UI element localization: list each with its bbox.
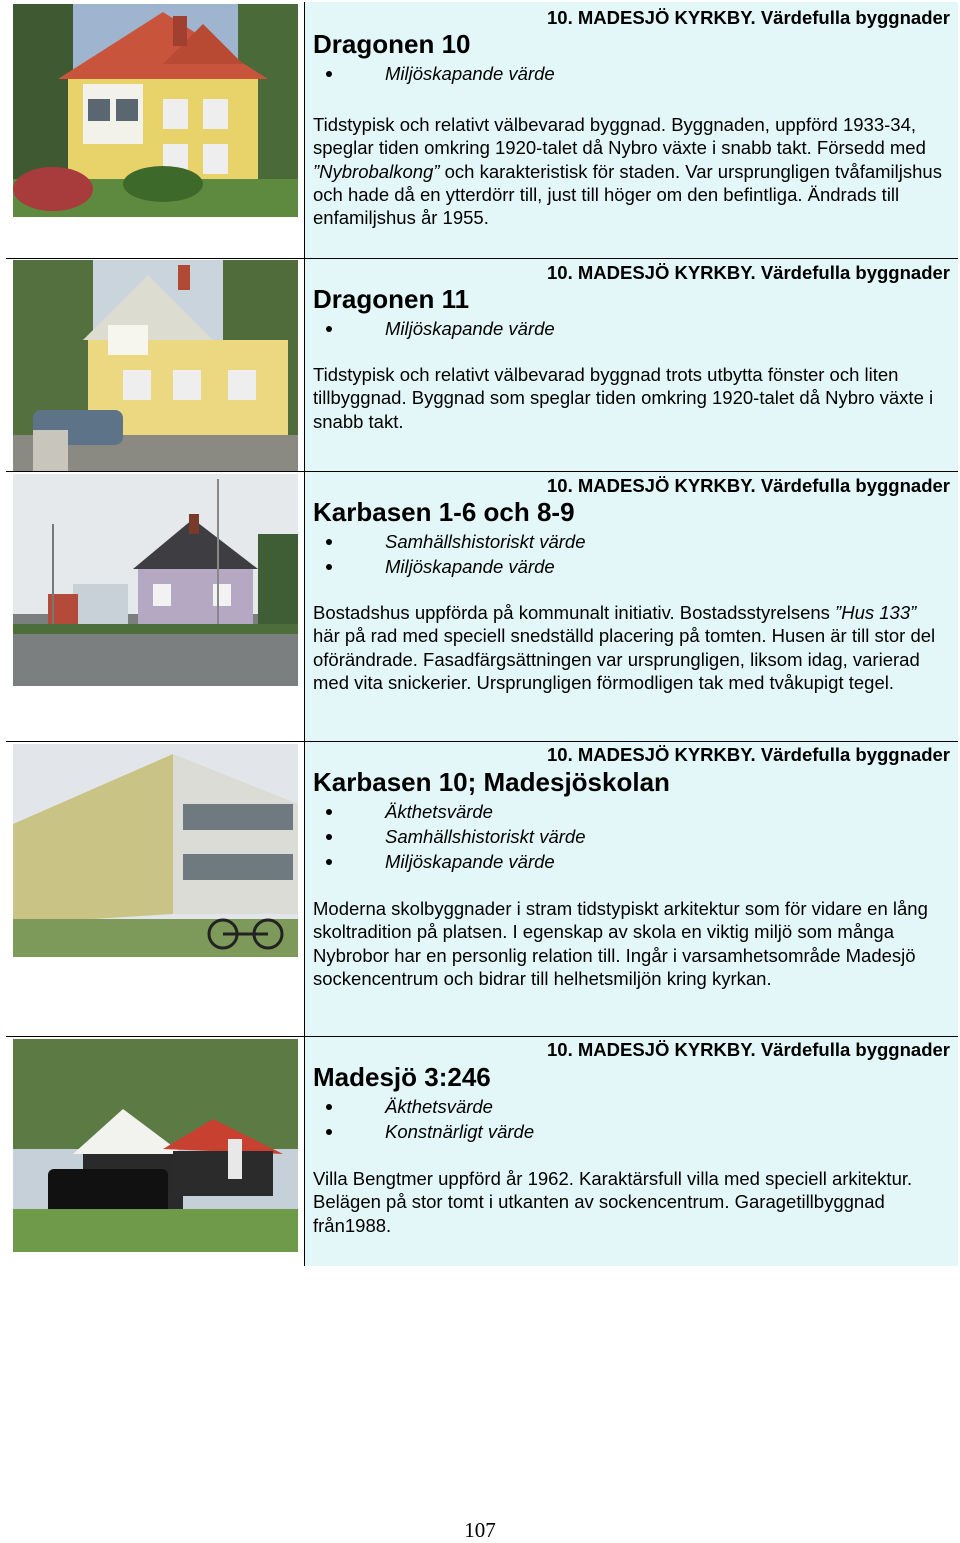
entry-text — [305, 259, 958, 471]
value-list — [313, 61, 555, 86]
entry-text — [305, 472, 958, 741]
entry-title: Karbasen 1-6 och 8-9 — [313, 497, 575, 527]
house-photo — [13, 260, 298, 471]
value-list — [313, 316, 555, 341]
value-item: Miljöskapande värde — [313, 61, 555, 86]
entry-description: Tidstypisk och relativt välbevarad byggnad. Byggnaden, uppförd 1933-34, speglar tiden omkring 1920-talet då Nybro växte i snabb takt. Försedd med ”Nybrobalkong” och karakteristisk för staden. Var ursprungligen tvåfamiljshus och hade då en ytterdörr till, just till höger om den befintliga. Ändrads till enfamiljshus år 1955. — [313, 114, 942, 229]
house-photo — [13, 4, 298, 217]
entry-header: 10. MADESJÖ KYRKBY. Värdefulla byggnader — [547, 262, 950, 283]
value-item: Äkthetsvärde — [313, 1094, 534, 1119]
entry-title: Madesjö 3:246 — [313, 1062, 491, 1092]
entry-title: Karbasen 10; Madesjöskolan — [313, 767, 670, 797]
photo-dragonen-11 — [6, 259, 305, 471]
page-number: 107 — [464, 1518, 496, 1542]
entry-madesjo-3-246 — [6, 1036, 958, 1266]
entry-header: 10. MADESJÖ KYRKBY. Värdefulla byggnader — [547, 744, 950, 765]
value-item: Samhällshistoriskt värde — [313, 529, 586, 554]
house-photo — [13, 1039, 298, 1252]
photo-villa-bengtmer — [6, 1037, 305, 1266]
entry-header: 10. MADESJÖ KYRKBY. Värdefulla byggnader — [547, 7, 950, 28]
entry-text — [305, 1037, 958, 1266]
entry-text — [305, 2, 958, 258]
entry-description: Moderna skolbyggnader i stram tidstypiskt arkitektur som för vidare en lång skoltradition på platsen. I egenskap av skola en viktig miljö som många Nybrobor har en personlig relation till. Ingår i varsamhetsområde Madesjö sockencentrum och bidrar till helhetsmiljön kring kyrkan. — [313, 898, 928, 989]
entry-title: Dragonen 11 — [313, 284, 470, 314]
value-item: Äkthetsvärde — [313, 799, 586, 824]
entry-text — [305, 742, 958, 1036]
entry-header: 10. MADESJÖ KYRKBY. Värdefulla byggnader — [547, 475, 950, 496]
entry-karbasen-10 — [6, 741, 958, 1036]
value-list — [313, 799, 586, 874]
value-item: Miljöskapande värde — [313, 849, 586, 874]
value-item: Miljöskapande värde — [313, 316, 555, 341]
value-item: Samhällshistoriskt värde — [313, 824, 586, 849]
building-photo — [13, 744, 298, 957]
photo-madesjoskolan — [6, 742, 305, 1036]
value-item: Konstnärligt värde — [313, 1119, 534, 1144]
value-list — [313, 529, 586, 579]
photo-dragonen-10 — [6, 2, 305, 258]
entry-karbasen-1-6-8-9 — [6, 471, 958, 741]
entry-description: Tidstypisk och relativt välbevarad byggnad trots utbytta fönster och liten tillbyggnad. Byggnad som speglar tiden omkring 1920-talet då Nybro växte i snabb takt. — [313, 364, 934, 432]
entry-title: Dragonen 10 — [313, 29, 471, 59]
entry-dragonen-10 — [6, 2, 958, 258]
photo-karbasen-1-6 — [6, 472, 305, 741]
house-photo — [13, 474, 298, 686]
entry-description: Villa Bengtmer uppförd år 1962. Karaktärsfull villa med speciell arkitektur. Belägen på stor tomt i utkanten av sockencentrum. Garagetillbyggnad från1988. — [313, 1168, 913, 1236]
entry-header: 10. MADESJÖ KYRKBY. Värdefulla byggnader — [547, 1039, 950, 1060]
value-list — [313, 1094, 534, 1144]
entry-description: Bostadshus uppförda på kommunalt initiativ. Bostadsstyrelsens ”Hus 133” här på rad med speciell snedställd placering på tomten. Husen är till stor del oförändrade. Fasadfärgsättningen var ursprungligen, liksom idag, varierad med vita snickerier. Ursprungligen förmodligen tak med tvåkupigt tegel. — [313, 602, 936, 693]
value-item: Miljöskapande värde — [313, 554, 586, 579]
entry-dragonen-11 — [6, 258, 958, 471]
